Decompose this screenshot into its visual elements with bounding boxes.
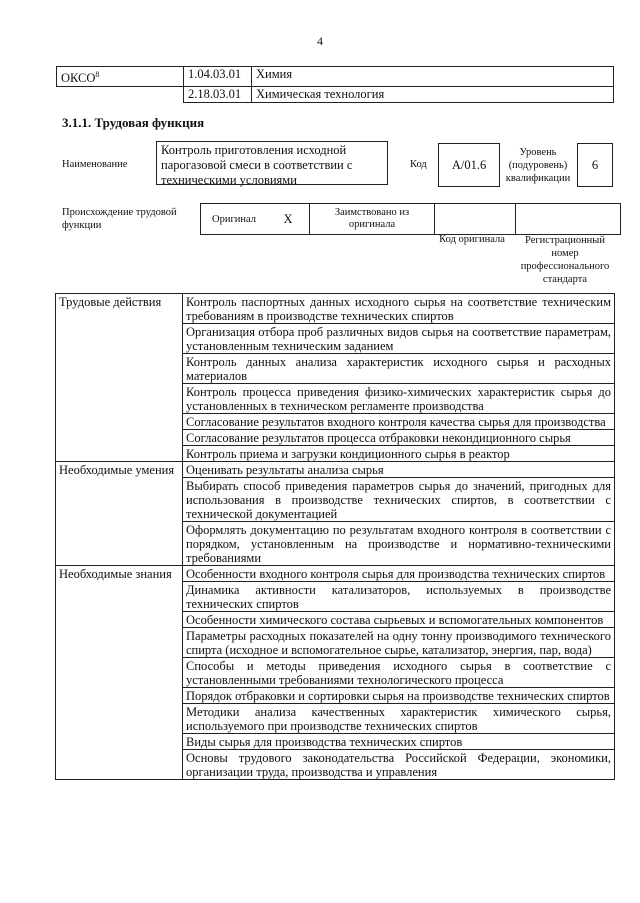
table-cell: Контроль приема и загрузки кондиционного сырья в реактор <box>183 446 615 462</box>
code-original-label: Код оригинала <box>439 234 505 245</box>
code-label: Код <box>410 159 427 170</box>
table-cell: Оформлять документацию по результатам входного контроля в соответствии с порядком, установленным на производстве и нормативно-техническими требованиями <box>183 522 615 566</box>
origin-table <box>200 203 621 235</box>
okso-row <box>57 67 614 87</box>
table-cell: Параметры расходных показателей на одну тонну производимого технического спирта (исходное и вспомогательное сырье, катализатор, энергия, пар, вода) <box>183 628 615 658</box>
level-label: Уровень (подуровень) квалификации <box>505 147 571 184</box>
okso-code: 1.04.03.01 <box>184 67 252 87</box>
table-cell: Согласование результатов процесса отбраковки некондиционного сырья <box>183 430 615 446</box>
table-cell: Динамика активности катализаторов, используемых в производстве технических спиртов <box>183 582 615 612</box>
okso-table <box>56 66 614 103</box>
page-number: 4 <box>317 34 323 48</box>
table-row <box>56 566 615 582</box>
okso-code: 2.18.03.01 <box>184 87 252 103</box>
table-row <box>56 462 615 478</box>
table-cell: Организация отбора проб различных видов сырья на соответствие параметрам, установленным техническим заданием <box>183 324 615 354</box>
table-cell: Оценивать результаты анализа сырья <box>183 462 615 478</box>
section-title: 3.1.1. Трудовая функция <box>62 115 205 130</box>
labor-function-table <box>55 293 615 780</box>
table-cell: Контроль данных анализа характеристик исходного сырья и расходных материалов <box>183 354 615 384</box>
borrowed-label: Заимствовано из оригинала <box>310 204 435 235</box>
original-mark: X <box>267 204 310 235</box>
category-cell: Трудовые действия <box>56 294 183 462</box>
function-name-box: Контроль приготовления исходной парогазовой смеси в соответствии с техническими условиями <box>156 141 388 185</box>
okso-row <box>57 87 614 103</box>
table-cell: Контроль процесса приведения физико-химических характеристик сырья до установленных в техническом регламенте производства <box>183 384 615 414</box>
name-label: Наименование <box>62 159 128 170</box>
okso-name: Химическая технология <box>252 87 614 103</box>
origin-label: Происхождение трудовой функции <box>62 207 177 231</box>
table-cell: Согласование результатов входного контроля качества сырья для производства <box>183 414 615 430</box>
category-cell: Необходимые умения <box>56 462 183 566</box>
function-code-box: A/01.6 <box>438 143 500 187</box>
code-original-cell <box>435 204 516 235</box>
okso-name: Химия <box>252 67 614 87</box>
category-cell: Необходимые знания <box>56 566 183 780</box>
table-cell: Способы и методы приведения исходного сырья в соответствие с установленными требованиями технологического процесса <box>183 658 615 688</box>
table-cell: Виды сырья для производства технических спиртов <box>183 734 615 750</box>
table-cell: Контроль паспортных данных исходного сырья на соответствие техническим требованиям в производстве технических спиртов <box>183 294 615 324</box>
table-cell: Методики анализа качественных характеристик химического сырья, используемого при производстве технических спиртов <box>183 704 615 734</box>
okso-label-cell <box>57 67 184 87</box>
table-cell: Выбирать способ приведения параметров сырья до значений, пригодных для использования в производстве технических спиртов, в соответствии с технической документацией <box>183 478 615 522</box>
function-level-box: 6 <box>577 143 613 187</box>
okso-empty-cell <box>57 87 184 103</box>
table-cell: Особенности химического состава сырьевых и вспомогательных компонентов <box>183 612 615 628</box>
okso-label: ОКСО <box>61 71 96 86</box>
reg-number-cell <box>516 204 621 235</box>
table-cell: Основы трудового законодательства Российской Федерации, экономики, организации труда, производства и управления <box>183 750 615 780</box>
okso-footnote: 8 <box>95 70 100 79</box>
table-cell: Особенности входного контроля сырья для производства технических спиртов <box>183 566 615 582</box>
original-label: Оригинал <box>201 204 268 235</box>
table-cell: Порядок отбраковки и сортировки сырья на производстве технических спиртов <box>183 688 615 704</box>
reg-number-label: Регистрационный номер профессионального стандарта <box>520 235 610 285</box>
table-row <box>56 294 615 324</box>
